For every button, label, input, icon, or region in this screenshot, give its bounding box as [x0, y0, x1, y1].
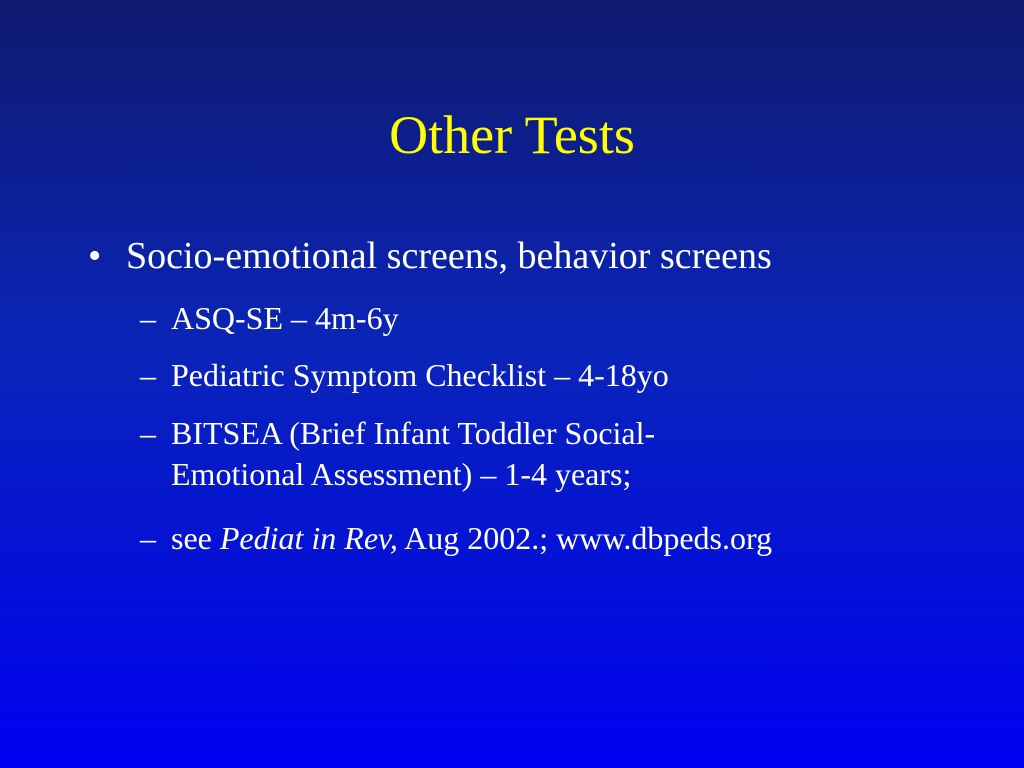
sub-item-reference	[140, 518, 1000, 559]
sub-item-psc	[140, 355, 1000, 396]
sub-item-asq-se	[140, 298, 1000, 339]
reference-suffix: Aug 2002.; www.dbpeds.org	[397, 520, 773, 556]
dash-marker: –	[140, 520, 156, 556]
bullet-text: Socio-emotional screens, behavior screens	[126, 235, 772, 277]
sub-item-text: Pediatric Symptom Checklist – 4-18yo	[171, 357, 669, 393]
bullet-item	[88, 232, 988, 280]
bullet-marker: •	[88, 235, 102, 277]
sub-item-text-line2: Emotional Assessment) – 1-4 years;	[171, 456, 632, 492]
reference-prefix: see	[171, 520, 220, 556]
sub-item-text: ASQ-SE – 4m-6y	[171, 300, 399, 336]
dash-marker: –	[140, 357, 156, 393]
dash-marker: –	[140, 300, 156, 336]
slide-title: Other Tests	[389, 105, 635, 165]
sub-item-text-line1: BITSEA (Brief Infant Toddler Social-	[171, 415, 656, 451]
journal-name: Pediat in Rev,	[219, 520, 398, 556]
sub-item-bitsea	[140, 413, 1000, 495]
dash-marker: –	[140, 415, 156, 451]
